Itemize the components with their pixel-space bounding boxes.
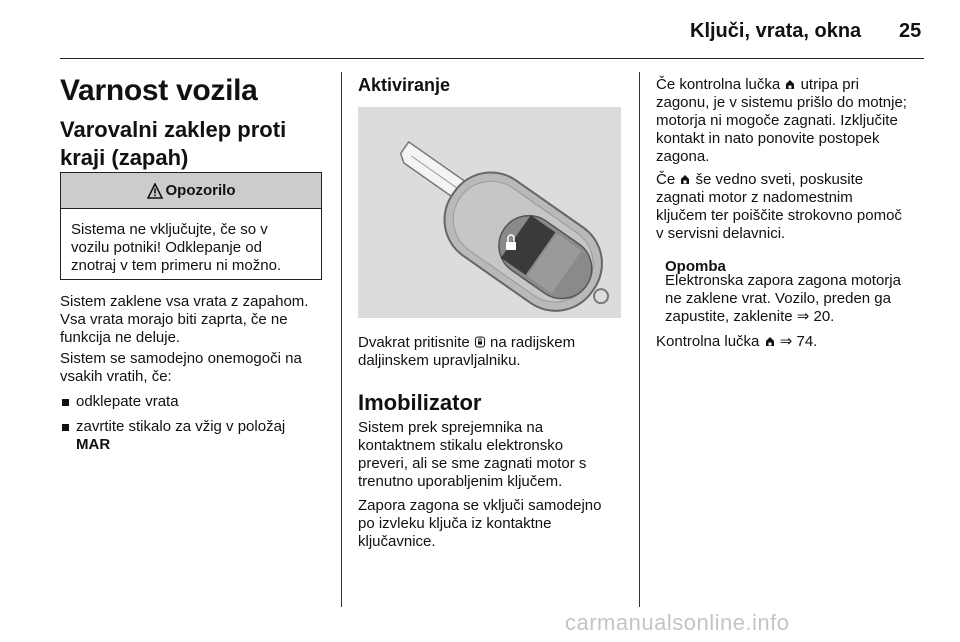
caption-line: [358, 334, 638, 352]
text-line: zagonu, je v sistemu prišlo do motnje;: [656, 94, 907, 111]
section-heading: Varnost vozila: [60, 74, 258, 107]
text-line: Sistem se samodejno onemogoči na: [60, 350, 302, 367]
bullet-square-icon: [62, 399, 69, 406]
header-rule: [60, 58, 924, 59]
text-segment: Če: [656, 171, 676, 188]
warning-line: znotraj v tem primeru ni možno.: [71, 257, 282, 274]
caption-text: Dvakrat pritisnite: [358, 334, 470, 351]
warning-line: Sistema ne vključujte, če so v: [71, 221, 268, 238]
text-line: vsakih vratih, če:: [60, 368, 172, 385]
text-line: Sistem zaklene vsa vrata z zapahom.: [60, 293, 309, 310]
key-fob-drawing: [358, 107, 621, 318]
text-line: preveri, ali se sme zagnati motor s: [358, 455, 587, 472]
page-reference-arrow-icon: ⇒: [796, 308, 810, 325]
text-line: ključavnice.: [358, 533, 436, 550]
warning-header: [61, 173, 321, 209]
text-line: Zapora zagona se vključi samodejno: [358, 497, 602, 514]
subsection-heading: Varovalni zaklep proti kraji (zapah): [60, 117, 287, 170]
text-line: Sistem prek sprejemnika na: [358, 419, 544, 436]
text-line: zagona.: [656, 148, 710, 165]
caption-line: daljinskem upravljalniku.: [358, 352, 521, 369]
text-segment: Kontrolna lučka: [656, 333, 760, 350]
warning-text: [71, 221, 317, 275]
paragraph-warning-light-flashing: [656, 76, 936, 166]
lock-button-icon: [474, 336, 486, 348]
immobilizer-heading: Imobilizator: [358, 390, 482, 415]
activation-heading: Aktiviranje: [358, 75, 451, 95]
text-segment: zapustite, zaklenite: [665, 308, 793, 325]
immobilizer-warning-light-icon: [784, 78, 796, 90]
text-segment: še vedno sveti, poskusite: [695, 171, 864, 188]
key-fob-illustration: [358, 107, 621, 318]
text-line: [665, 308, 935, 326]
paragraph-warning-light-ref: [656, 333, 936, 351]
text-line: funkcija ne deluje.: [60, 329, 181, 346]
warning-line: vozilu potniki! Odklepanje od: [71, 239, 262, 256]
text-line: zagnati motor z nadomestnim: [656, 189, 853, 206]
immobilizer-warning-light-icon: [679, 173, 691, 185]
bullet-text: odklepate vrata: [76, 393, 179, 410]
text-line: trenutno uporabljenim ključem.: [358, 473, 563, 490]
running-header-title: Ključi, vrata, okna: [690, 20, 862, 42]
paragraph-immobilizer: [358, 419, 638, 491]
warning-triangle-icon: [147, 183, 163, 199]
bullet-item: [62, 393, 332, 411]
note-heading: Opomba: [665, 258, 726, 275]
page-reference-link[interactable]: 20.: [813, 308, 835, 325]
bullet-square-icon: [62, 424, 69, 431]
figure-caption: [358, 334, 638, 370]
paragraph-deadlock: [60, 293, 340, 347]
note-text: [665, 272, 935, 326]
column-divider-2: [639, 72, 640, 607]
text-line: v servisni delavnici.: [656, 225, 786, 242]
text-line: kontaktnem stikalu elektronsko: [358, 437, 564, 454]
text-line: [656, 76, 936, 94]
text-line: motorja ni mogoče zagnati. Izključite: [656, 112, 898, 129]
text-segment: utripa pri: [800, 76, 859, 93]
bullet-text-bold: MAR: [76, 436, 111, 453]
text-line: Vsa vrata morajo biti zaprta, če ne: [60, 311, 288, 328]
paragraph-auto-disable: [60, 350, 340, 386]
text-line: Elektronska zapora zagona motorja: [665, 272, 901, 289]
page-reference-arrow-icon: ⇒: [779, 333, 793, 350]
warning-box: [60, 172, 322, 280]
text-line: ključem ter poiščite strokovno pomoč: [656, 207, 902, 224]
column-divider-1: [341, 72, 342, 607]
bullet-item: [62, 418, 332, 454]
text-line: [656, 171, 936, 189]
bullet-text: zavrtite stikalo za vžig v položaj: [76, 418, 286, 435]
immobilizer-warning-light-icon: [764, 335, 776, 347]
text-line: po izvleku ključa iz kontaktne: [358, 515, 552, 532]
warning-title: Opozorilo: [165, 182, 236, 199]
page-number: 25: [899, 20, 922, 42]
text-line: kontakt in nato ponovite postopek: [656, 130, 880, 147]
paragraph-warning-light-on: [656, 171, 936, 243]
text-segment: Če kontrolna lučka: [656, 76, 781, 93]
paragraph-immobilizer-auto: [358, 497, 638, 551]
text-line: ne zaklene vrat. Vozilo, preden ga: [665, 290, 891, 307]
caption-text: na radijskem: [490, 334, 576, 351]
page-reference-link[interactable]: 74.: [796, 333, 818, 350]
watermark: carmanualsonline.info: [565, 610, 790, 635]
